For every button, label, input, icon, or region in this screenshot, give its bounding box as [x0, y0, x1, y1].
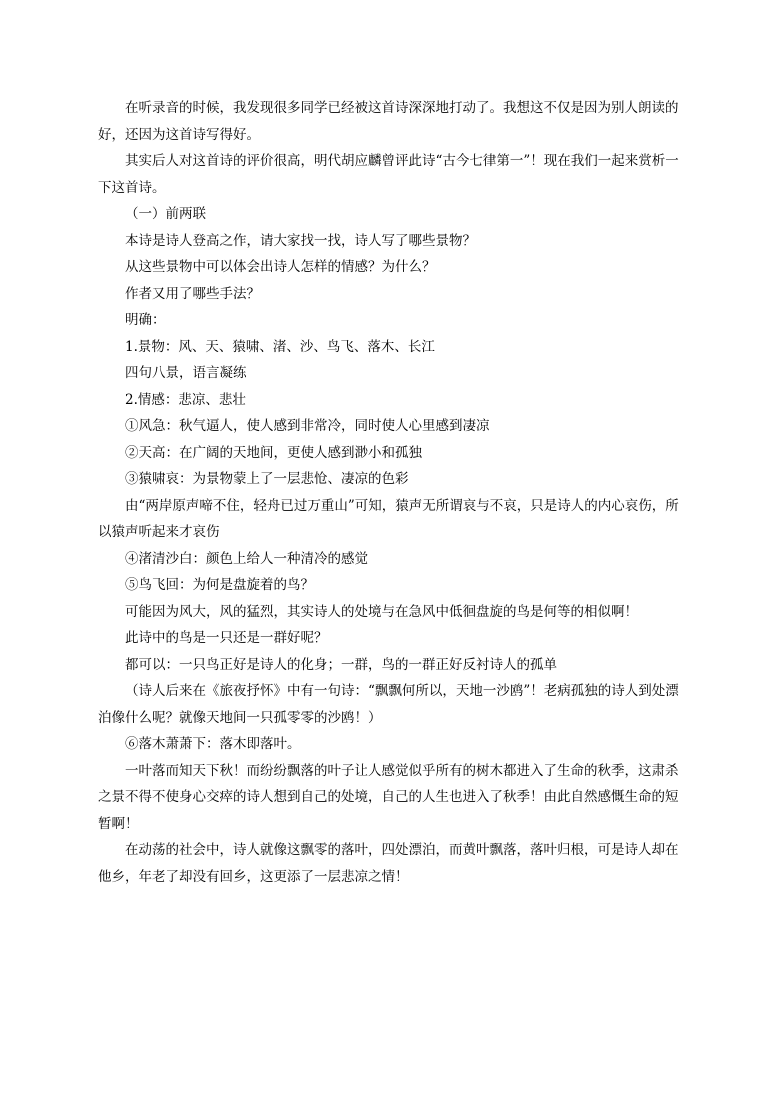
list-item: ②天高：在广阔的天地间，更使人感到渺小和孤独: [125, 444, 422, 461]
list-item: 1.景物：风、天、猿啸、渚、沙、鸟飞、落木、长江: [125, 338, 435, 355]
paragraph: 由“两岸原声啼不住，轻舟已过万重山”可知，猿声无所谓哀与不哀，只是诗人的内心哀伤，所以猿声听起来才哀伤: [98, 497, 679, 540]
section-heading: （一）前两联: [125, 206, 206, 222]
paragraph: 其实后人对这首诗的评价很高，明代胡应麟曾评此诗“古今七律第一”！现在我们一起来赏析一下这首诗。: [98, 153, 679, 196]
paragraph: 本诗是诗人登高之作，请大家找一找，诗人写了哪些景物？: [125, 232, 476, 249]
list-item: ⑤鸟飞回：为何是盘旋着的鸟？: [125, 577, 314, 593]
list-item: ④渚清沙白：颜色上给人一种清冷的感觉: [125, 550, 368, 567]
paragraph: （诗人后来在《旅夜抒怀》中有一句诗：“飘飘何所以，天地一沙鸥”！老病孤独的诗人到处漂泊像什么呢？就像天地间一只孤零零的沙鸥！）: [98, 683, 679, 726]
paragraph: 此诗中的鸟是一只还是一群好呢？: [125, 630, 328, 646]
paragraph: 四句八景，语言凝练: [125, 365, 247, 381]
list-item: ⑥落木萧萧下：落木即落叶。: [125, 736, 301, 752]
paragraph: 都可以：一只鸟正好是诗人的化身；一群，鸟的一群正好反衬诗人的孤单: [125, 656, 557, 673]
paragraph: 从这些景物中可以体会出诗人怎样的情感？为什么？: [125, 259, 436, 275]
paragraph: 在动荡的社会中，诗人就像这飘零的落叶，四处漂泊，而黄叶飘落，落叶归根，可是诗人却在他乡，年老了却没有回乡，这更添了一层悲凉之情！: [98, 842, 679, 885]
list-item: ①风急：秋气逼人，使人感到非常冷，同时使人心里感到凄凉: [125, 418, 490, 434]
paragraph: 在听录音的时候，我发现很多同学已经被这首诗深深地打动了。我想这不仅是因为别人朗读的好，还因为这首诗写得好。: [98, 100, 679, 143]
list-item: ③猿啸哀：为景物蒙上了一层悲怆、凄凉的色彩: [125, 471, 409, 487]
paragraph: 一叶落而知天下秋！而纷纷飘落的叶子让人感觉似乎所有的树木都进入了生命的秋季，这肃杀之景不得不使身心交瘁的诗人想到自己的处境，自己的人生也进入了秋季！由此自然感慨生命的短暂啊！: [98, 762, 679, 832]
paragraph: 作者又用了哪些手法？: [125, 285, 260, 302]
paragraph: 明确：: [125, 312, 166, 328]
list-item: 2.情感：悲凉、悲壮: [125, 391, 246, 408]
paragraph: 可能因为风大，风的猛烈，其实诗人的处境与在急风中低徊盘旋的鸟是何等的相似啊！: [125, 603, 638, 620]
